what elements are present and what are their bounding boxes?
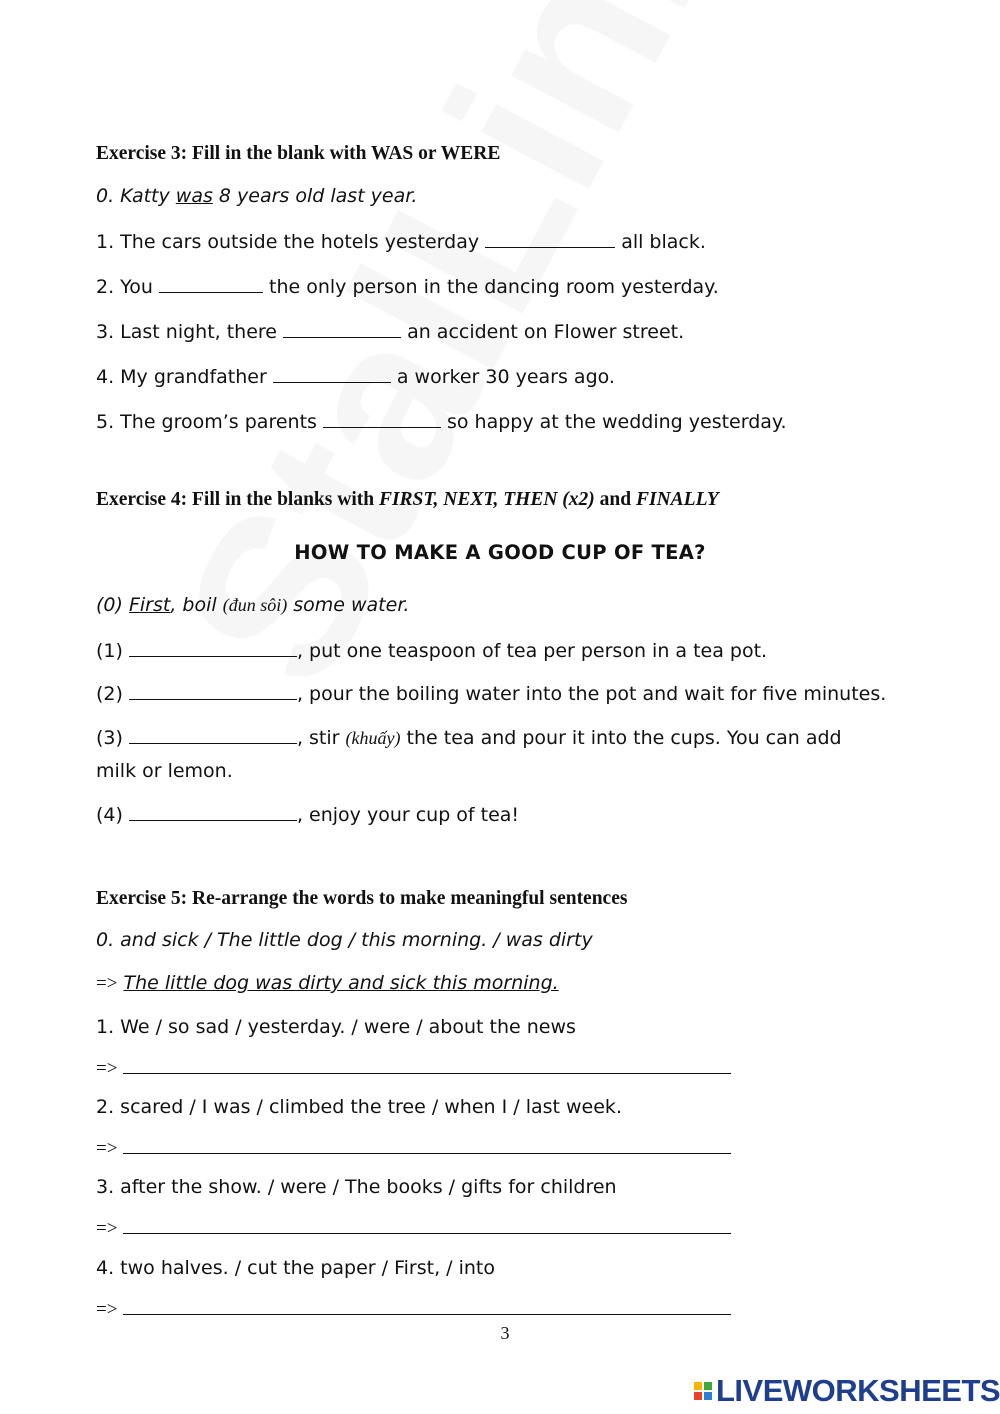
logo-mark-icon (694, 1382, 712, 1400)
exercise-5-item-4-prompt: 4. two halves. / cut the paper / First, / into (96, 1257, 495, 1279)
exercise-3-item-4: 4. My grandfather a worker 30 years ago. (96, 366, 615, 388)
liveworksheets-logo (694, 1373, 1000, 1409)
exercise-5-item-2-prompt: 2. scared / I was / climbed the tree / when I / last week. (96, 1096, 622, 1118)
exercise-5-item-1-answer: => (96, 1057, 731, 1080)
exercise-3-title: Exercise 3: Fill in the blank with WAS or WERE (96, 143, 501, 164)
exercise-5-item-3-prompt: 3. after the show. / were / The books / gifts for children (96, 1176, 617, 1198)
answer-line[interactable] (123, 1139, 731, 1154)
example-answer: The little dog was dirty and sick this morning. (123, 972, 559, 994)
exercise-4-item-3: (3) , stir (khuấy) the tea and pour it into the cups. You can add (96, 727, 842, 749)
answer-line[interactable] (123, 1300, 731, 1315)
answer-blank[interactable] (283, 320, 401, 338)
answer-blank[interactable] (323, 410, 441, 428)
exercise-5-example-prompt: 0. and sick / The little dog / this morning. / was dirty (96, 929, 593, 951)
exercise-5-item-4-answer: => (96, 1298, 731, 1321)
exercise-5-title: Exercise 5: Re-arrange the words to make meaningful sentences (96, 888, 628, 909)
answer-line[interactable] (123, 1219, 731, 1234)
answer-blank[interactable] (129, 726, 297, 744)
answer-blank[interactable] (129, 639, 297, 657)
answer-blank[interactable] (485, 230, 615, 248)
exercise-4-item-2: (2) , pour the boiling water into the pot and wait for five minutes. (96, 683, 887, 705)
exercise-4-item-3-continued: milk or lemon. (96, 760, 233, 782)
example-answer: was (175, 185, 213, 207)
exercise-4-title: Exercise 4: Fill in the blanks with FIRST, NEXT, THEN (x2) and FINALLY (96, 489, 719, 510)
exercise-5-example-answer-line: => The little dog was dirty and sick this morning. (96, 972, 559, 994)
answer-blank[interactable] (129, 803, 297, 821)
example-answer: First (128, 594, 171, 616)
exercise-3-item-2: 2. You the only person in the dancing room yesterday. (96, 276, 719, 298)
recipe-heading: HOW TO MAKE A GOOD CUP OF TEA? (294, 541, 706, 564)
page-number: 3 (500, 1323, 510, 1343)
answer-line[interactable] (123, 1059, 731, 1074)
exercise-3-item-3: 3. Last night, there an accident on Flower street. (96, 321, 685, 343)
answer-blank[interactable] (159, 275, 263, 293)
answer-blank[interactable] (273, 365, 391, 383)
exercise-5-item-2-answer: => (96, 1137, 731, 1160)
exercise-4-item-1: (1) , put one teaspoon of tea per person in a tea pot. (96, 640, 768, 662)
exercise-3-example: 0. Katty was 8 years old last year. (96, 185, 418, 207)
exercise-5-item-3-answer: => (96, 1217, 731, 1240)
exercise-3-item-1: 1. The cars outside the hotels yesterday all black. (96, 231, 706, 253)
exercise-5-item-1-prompt: 1. We / so sad / yesterday. / were / about the news (96, 1016, 576, 1038)
exercise-4-example: (0) First, boil (đun sôi) some water. (96, 594, 410, 616)
exercise-4-item-4: (4) , enjoy your cup of tea! (96, 804, 520, 826)
answer-blank[interactable] (129, 682, 297, 700)
exercise-3-item-5: 5. The groom’s parents so happy at the wedding yesterday. (96, 411, 787, 433)
logo-text: LIVEWORKSHEETS (716, 1373, 1000, 1408)
